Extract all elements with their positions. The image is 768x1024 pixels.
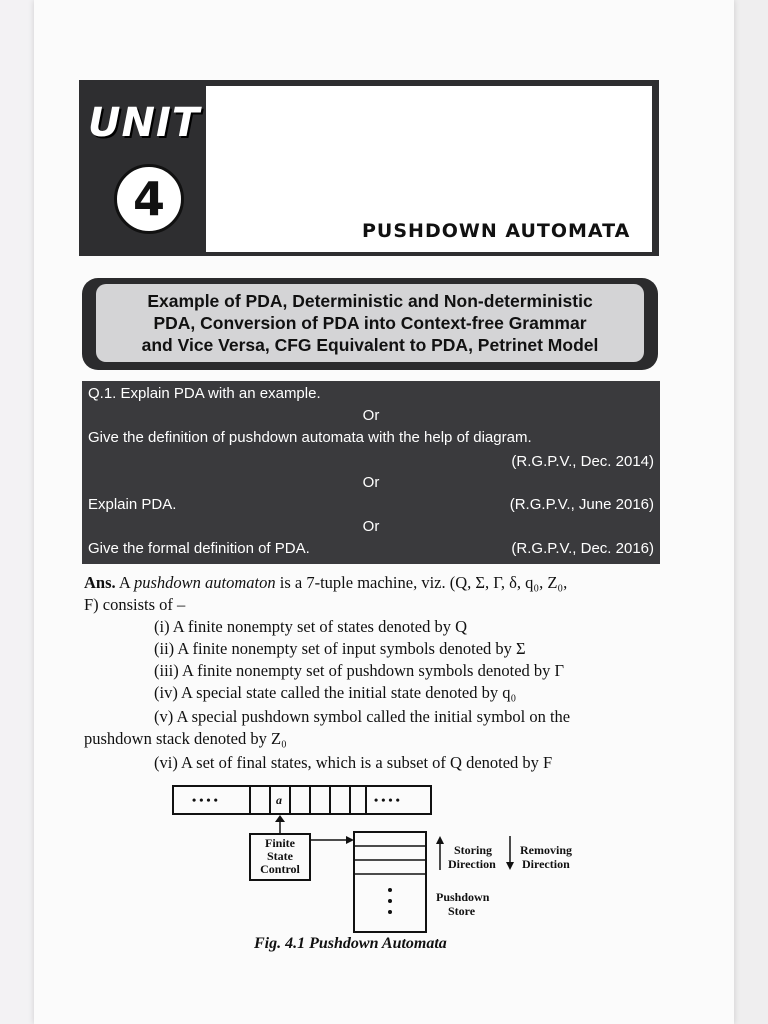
answer-intro-b: is a 7-tuple machine, viz. (Q, Σ, Γ, δ, q₀, Z₀,	[279, 573, 568, 592]
control-label-3: Control	[260, 862, 300, 876]
list-item-continuation: pushdown stack denoted by Z₀	[84, 729, 287, 748]
or-separator: Or	[362, 518, 380, 535]
storing-label-1: Storing	[454, 843, 493, 857]
removing-arrow	[506, 862, 514, 870]
tape-symbol: a	[276, 793, 282, 807]
list-item: (v) A special pushdown symbol called the initial symbol on the	[154, 707, 571, 726]
stack-pointer-arrow	[346, 836, 354, 844]
answer-section	[84, 572, 674, 772]
read-head-arrow	[275, 815, 285, 822]
topics-line-3: and Vice Versa, CFG Equivalent to PDA, Petrinet Model	[141, 335, 599, 355]
unit-label: UNIT	[88, 100, 201, 146]
answer-term: pushdown automaton	[134, 573, 276, 592]
question-alt-1: Give the definition of pushdown automata with the help of diagram.	[88, 429, 532, 446]
unit-number: 4	[132, 172, 165, 226]
store-label-1: Pushdown	[436, 890, 490, 904]
storing-label-2: Direction	[448, 857, 496, 871]
question-alt-1-ref: (R.G.P.V., Dec. 2014)	[511, 453, 654, 470]
list-item: (i) A finite nonempty set of states denoted by Q	[154, 617, 467, 636]
list-item: (iii) A finite nonempty set of pushdown symbols denoted by Γ	[154, 661, 565, 680]
list-item: (ii) A finite nonempty set of input symbols denoted by Σ	[154, 639, 526, 658]
topics-line-2: PDA, Conversion of PDA into Context-free Grammar	[153, 313, 587, 333]
list-item: (iv) A special state called the initial state denoted by q₀	[154, 683, 517, 702]
question-alt-2: Explain PDA.	[88, 496, 177, 513]
left-margin	[0, 0, 34, 1024]
unit-title: PUSHDOWN AUTOMATA	[362, 220, 631, 242]
removing-label-1: Removing	[520, 843, 572, 857]
unit-number-badge	[114, 164, 184, 234]
answer-lead: Ans.	[84, 573, 116, 592]
topics-line-1: Example of PDA, Deterministic and Non-deterministic	[147, 291, 593, 311]
control-label-1: Finite	[265, 836, 295, 850]
store-label-2: Store	[448, 904, 476, 918]
figure-caption: Fig. 4.1 Pushdown Automata	[254, 935, 447, 952]
question-label: Q.1. Explain PDA with an example.	[88, 385, 321, 402]
control-label-2: State	[267, 849, 293, 863]
list-item: (vi) A set of final states, which is a subset of Q denoted by F	[154, 753, 553, 772]
or-separator: Or	[362, 474, 380, 491]
or-separator: Or	[362, 407, 380, 424]
question-alt-3: Give the formal definition of PDA.	[88, 540, 310, 557]
question-alt-2-ref: (R.G.P.V., June 2016)	[509, 496, 654, 513]
pushdown-stack	[354, 832, 426, 932]
question-alt-3-ref: (R.G.P.V., Dec. 2016)	[511, 540, 654, 557]
answer-intro	[84, 572, 674, 594]
question-box	[82, 381, 660, 564]
answer-intro-a: A	[118, 573, 130, 592]
tape-dots-left: • • • •	[192, 793, 218, 807]
storing-arrow	[436, 836, 444, 844]
removing-label-2: Direction	[522, 857, 570, 871]
answer-intro-c: F) consists of –	[84, 595, 186, 614]
tape-dots-right: • • • •	[374, 793, 400, 807]
topics-box	[96, 284, 644, 362]
